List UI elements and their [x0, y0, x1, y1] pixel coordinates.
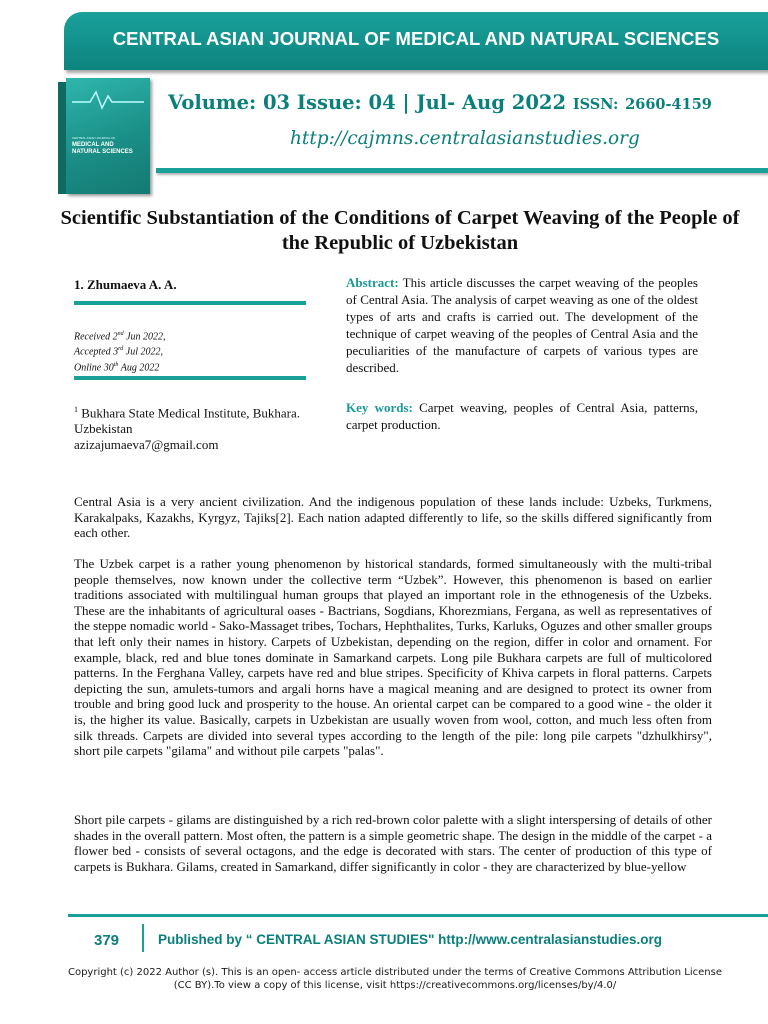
- footer-divider: [68, 914, 768, 917]
- publisher-line[interactable]: Published by “ CENTRAL ASIAN STUDIES" http://www.centralasianstudies.org: [158, 932, 662, 947]
- body-paragraph-3: Short pile carpets - gilams are distinguished by a rich red-brown color palette with a slight interspersing of details of other shades in the overall pattern. Most often, the pattern is a simple geometric shape. The design in the middle of the carpet - a flower bed - consists of several octagons, and the edge is decorated with stars. The center of production of this type of carpets is Bukhara. Gilams, created in Samarkand, differ significantly in color - they are characterized by blue-yellow: [74, 812, 713, 874]
- journal-name: CENTRAL ASIAN JOURNAL OF MEDICAL AND NATURAL SCIENCES: [112, 28, 720, 49]
- abstract: [346, 274, 698, 376]
- accepted-date: Accepted 3rd Jul 2022,: [74, 346, 163, 358]
- keywords-text: Carpet weaving, peoples of Central Asia, patterns, carpet production.: [346, 400, 698, 432]
- heartbeat-icon: [72, 88, 144, 110]
- affiliation: [74, 402, 324, 453]
- issn-value: 2660-4159: [625, 96, 712, 113]
- abstract-text: This article discusses the carpet weaving of the peoples of Central Asia. The analysis of carpet weaving as one of the oldest types of arts and crafts is carried out. The development of the technique of carpet weaving of the peoples of Central Asia and the peculiarities of the manufacture of carpets of various types are described.: [346, 275, 698, 375]
- volume-issue: [168, 91, 712, 114]
- author-divider: [74, 301, 306, 305]
- page-number: 379: [94, 932, 120, 949]
- abstract-label: Abstract:: [346, 275, 399, 290]
- author-email[interactable]: azizajumaeva7@gmail.com: [74, 437, 219, 453]
- issn-label: ISSN:: [572, 96, 619, 113]
- keywords-label: Key words:: [346, 400, 413, 415]
- journal-banner: [64, 12, 768, 70]
- author: 1. Zhumaeva A. A.: [74, 277, 177, 292]
- paper-title: Scientific Substantiation of the Conditions of Carpet Weaving of the People of the Republic of Uzbekistan: [60, 207, 740, 254]
- book-cover-icon: [58, 78, 150, 194]
- online-date: Online 30th Aug 2022: [74, 361, 160, 373]
- cover-title: MEDICAL AND NATURAL SCIENCES: [72, 142, 133, 155]
- affiliation-text: Bukhara State Medical Institute, Bukhara. Uzbekistan: [74, 405, 301, 437]
- cover-front: [66, 78, 150, 194]
- copyright-notice: Copyright (c) 2022 Author (s). This is an open- access article distributed under the terms of Creative Commons Attribution License (CC BY).To view a copy of this license, visit https://creativecommons.org/licenses/by/4.0/: [67, 967, 723, 991]
- article-dates: [74, 328, 166, 374]
- received-date: Received 2nd Jun 2022,: [74, 331, 166, 343]
- body-paragraph-2: The Uzbek carpet is a rather young phenomenon by historical standards, formed simultaneously with the multi-tribal people themselves, now known under the collective term “Uzbek”. However, this phenomenon is based on earlier traditions associated with multilingual human groups that played an important role in the ethnogenesis of the Uzbeks. These are the inhabitants of agricultural oases - Bactrians, Sogdians, Khorezmians, Fergana, as well as representatives of the steppe nomadic world - Sako-Massaget tribes, Tochars, Hephthalites, Turks, Karluks, Oguzes and other smaller groups that left only their names in history. Carpets of Uzbekistan, depending on the region, differ in color and ornament. For example, black, red and blue tones dominate in Samarkand carpets. Long pile Bukhara carpets are full of multicolored patterns. In the Ferghana Valley, carpets have red and blue stripes. Specificity of Khiva carpets in floral patterns. Carpets depicting the sun, amulets-tumors and argali horns have a magical meaning and are designed to protect its owner from trouble and bring good luck and prosperity to the house. An oriental carpet can be compared to a good wine - the older it is, the higher its value. Basically, carpets in Uzbekistan are usually woven from wool, cotton, and much less often from silk threads. Carpets are divided into several types according to the length of the pile: long pile carpets "dzhulkhirsy", short pile carpets "gilama" and without pile carpets "palas".: [74, 556, 712, 759]
- keywords: [346, 399, 698, 433]
- cover-small-text: CENTRAL ASIAN JOURNAL OF: [72, 136, 116, 140]
- journal-url[interactable]: http://cajmns.centralasianstudies.org: [290, 128, 640, 149]
- body-paragraph-1: Central Asia is a very ancient civilization. And the indigenous population of these lands include: Uzbeks, Turkmens, Karakalpaks, Kazakhs, Kyrgyz, Tajiks[2]. Each nation adapted differently to life, so the skills differed significantly from each other.: [74, 494, 712, 541]
- affiliation-sup: 1: [74, 405, 78, 414]
- dates-divider: [74, 376, 306, 380]
- header-divider: [156, 168, 768, 173]
- volume-issue-text: Volume: 03 Issue: 04 | Jul- Aug 2022: [168, 91, 567, 114]
- footer-separator: [142, 924, 144, 952]
